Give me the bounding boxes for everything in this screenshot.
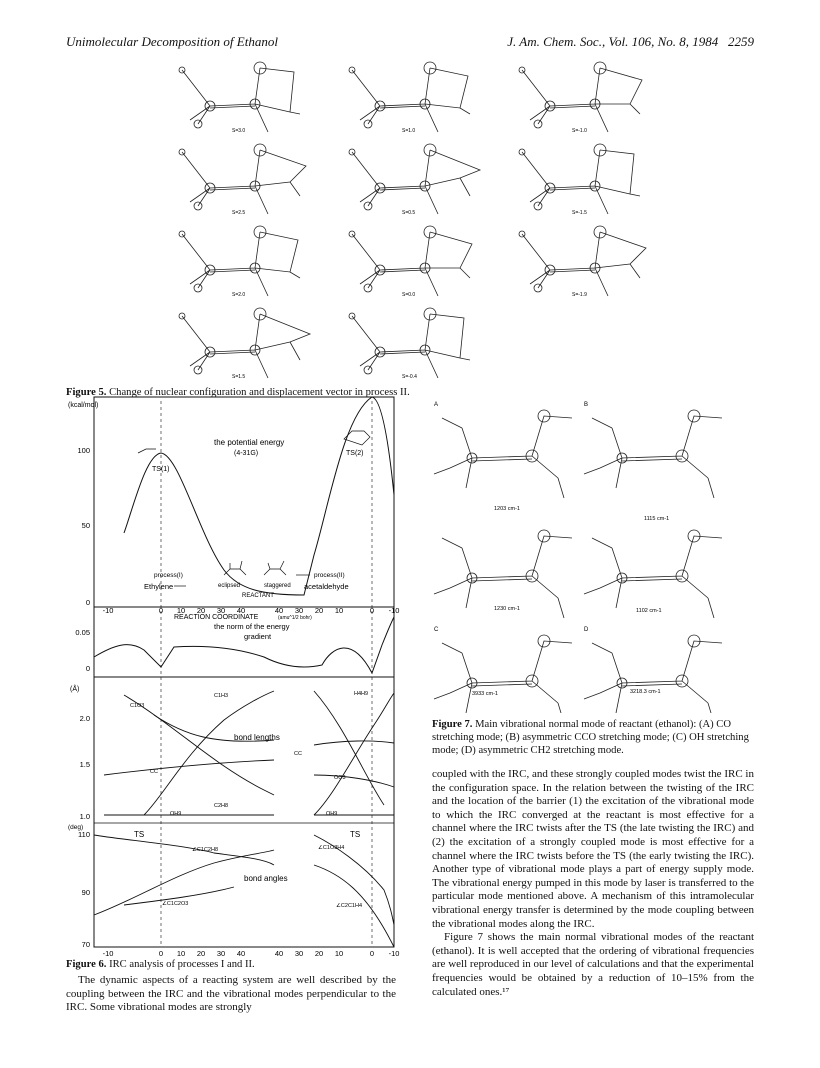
angle-ytick: 90	[81, 888, 90, 897]
acetaldehyde-label: acetaldehyde	[304, 582, 349, 591]
x-tick-label: 20	[196, 949, 206, 957]
bond-label: C1O3	[130, 703, 145, 709]
molecule-configuration	[519, 62, 642, 134]
energy-axis-unit: (kcal/mol)	[68, 402, 99, 409]
gradient-ytick: 0	[85, 664, 90, 673]
panel-letter: B	[584, 402, 589, 408]
molecule-configuration	[349, 62, 470, 134]
process1-label: process(I)	[154, 572, 183, 579]
gradient-ytick: 0.05	[75, 628, 90, 637]
configuration-label: S=-1.0	[572, 128, 587, 134]
frequency-label: 1115 cm-1	[644, 516, 670, 522]
molecule-configuration	[349, 308, 470, 380]
angle-ytick: 110	[78, 830, 90, 839]
figure-7-normal-modes	[432, 398, 722, 713]
molecule-configuration	[179, 226, 300, 298]
reaction-coordinate-unit: (amu^1/2 bohr)	[278, 615, 312, 621]
molecule-configuration	[179, 308, 310, 380]
normal-mode-panel	[584, 627, 722, 713]
eclipsed-label: eclipsed	[218, 583, 241, 589]
panel-letter: D	[584, 627, 589, 633]
bond-label: H4H9	[354, 691, 369, 697]
bond-angle-curves	[94, 835, 394, 947]
figure-6-irc-analysis	[64, 395, 402, 957]
energy-ytick: 0	[85, 598, 90, 607]
gradient-subtitle: gradient	[244, 632, 272, 641]
panel-letter: C	[434, 627, 439, 633]
bond-length-curves	[104, 691, 394, 815]
angle-ytick: 70	[81, 940, 90, 949]
molecule-configuration	[519, 144, 640, 216]
figure-6-caption-label: Figure 6.	[66, 959, 107, 970]
potential-energy-basis: (4-31G)	[234, 450, 259, 457]
figure-7-caption-text: Main vibrational normal mode of reactant (ethanol): (A) CO stretching mode; (B) asymmetric CCO stretching mode; (C) OH stretching mode; (D) asymmetric CH2 stretching mode.	[432, 719, 749, 756]
x-tick-label: 40	[274, 949, 284, 957]
bond-label: OH9	[170, 811, 182, 817]
x-tick-label: 0	[369, 949, 375, 957]
configuration-label: S=1.5	[232, 374, 246, 380]
figure-6-caption	[66, 958, 396, 971]
frequency-label: 3933 cm-1	[472, 691, 498, 697]
configuration-label: S=2.0	[232, 292, 246, 298]
body-text-left-column	[66, 974, 396, 1015]
staggered-label: staggered	[264, 583, 291, 589]
paragraph: The dynamic aspects of a reacting system are well described by the coupling between the IRC and the vibrational modes perpendicular to the IRC. Some vibrational modes are strongly	[66, 974, 396, 1014]
angle-label: ∠C1O3H4	[318, 845, 345, 851]
bond-ytick: 1.5	[79, 760, 90, 769]
figure-5-caption-label: Figure 5.	[66, 387, 107, 398]
x-tick-label: 30	[294, 606, 304, 615]
x-tick-label: 10	[334, 606, 344, 615]
frequency-label: 1230 cm-1	[494, 606, 520, 612]
configuration-label: S=0.0	[402, 292, 416, 298]
figure-7-caption	[432, 718, 754, 757]
journal-volume: Vol. 106, No. 8, 1984	[608, 34, 719, 49]
bond-label: C2H8	[214, 803, 229, 809]
x-tick-label: 10	[176, 606, 186, 615]
figure-7-caption-label: Figure 7.	[432, 719, 473, 730]
configuration-label: S=0.5	[402, 210, 416, 216]
ts2-label: TS(2)	[346, 450, 364, 457]
bond-label: CC	[150, 769, 158, 775]
x-tick-labels-bottom	[103, 949, 400, 957]
page-number: 2259	[728, 34, 754, 49]
frequency-label: 1102 cm-1	[636, 608, 662, 614]
frequency-label: 1203 cm-1	[494, 506, 520, 512]
normal-mode-panel	[434, 627, 572, 713]
angle-label: ∠C1C2H8	[192, 847, 219, 853]
molecule-configuration	[179, 62, 300, 134]
x-tick-label: 30	[294, 949, 304, 957]
bond-axis-unit: (Å)	[70, 686, 80, 693]
x-tick-label: 20	[314, 606, 324, 615]
figure-7-panels	[434, 402, 722, 713]
figure-5-molecule-grid	[140, 48, 660, 386]
bond-label: OH9	[326, 811, 338, 817]
x-tick-label: -10	[102, 606, 114, 615]
x-tick-label: 0	[158, 606, 164, 615]
molecule-configuration	[349, 144, 480, 216]
bond-lengths-title: bond lengths	[234, 733, 280, 742]
x-tick-label: 0	[158, 949, 164, 957]
bond-angles-title: bond angles	[244, 874, 288, 883]
energy-ytick: 100	[77, 446, 90, 455]
x-tick-label: 40	[236, 949, 246, 957]
angle-label: ∠C1C2O3	[162, 901, 189, 907]
bond-label: OO3	[334, 775, 346, 781]
normal-mode-panel	[584, 530, 722, 618]
paragraph: coupled with the IRC, and these strongly coupled modes twist the IRC in the configuration space. In the relation between the twisting of the IRC and the location of the barrier (1) the excitation of the vibrational mode to which the IRC converged at the reactant is most effective for a channel where the IRC twists after the TS (the late twisting the IRC) and (2) the excitation of a strongly coupled mode is most effective for a channel where the IRC twists before the TS (the early twisting the IRC). Another type of vibrational mode plays a part of energy supply mode. The vibrational energy pumped in this mode by laser is transferred to the particular mode mentioned above. A mechanism of this intramolecular vibrational energy transfer is determined by the mode coupling between the vibrational modes along the IRC.	[432, 768, 754, 930]
ts-left-label: TS	[134, 830, 145, 839]
x-tick-label: 30	[216, 606, 226, 615]
bond-label: CC	[294, 751, 302, 757]
energy-ytick: 50	[81, 521, 90, 530]
running-header-title: Unimolecular Decomposition of Ethanol	[66, 34, 278, 49]
x-tick-label: -10	[388, 949, 400, 957]
configuration-label: S=-0.4	[402, 374, 417, 380]
x-tick-label: 20	[196, 606, 206, 615]
paragraph: Figure 7 shows the main normal vibrational modes of the reactant (ethanol). It is well accepted that the ordering of vibrational frequencies are well reproduced in our level of calculations and that the experimental frequencies would be obtained by a reduction of 10–15% from the calculated ones.¹⁷	[432, 931, 754, 998]
bond-label: C1H3	[214, 693, 229, 699]
molecule-configuration	[349, 226, 472, 298]
molecule-configuration	[179, 144, 306, 216]
process2-label: process(II)	[314, 572, 345, 579]
figure-6-caption-text: IRC analysis of processes I and II.	[109, 959, 255, 970]
bond-length-labels	[130, 691, 368, 817]
x-tick-label: 40	[274, 606, 284, 615]
x-tick-label: 30	[216, 949, 226, 957]
panel-letter: A	[434, 402, 439, 408]
x-tick-label: 20	[314, 949, 324, 957]
ts-right-label: TS	[350, 830, 361, 839]
figure-5-panels	[179, 62, 646, 380]
figure-6-frame	[94, 397, 394, 947]
x-tick-label: 40	[236, 606, 246, 615]
normal-mode-panel	[434, 402, 572, 512]
angle-label: ∠C2C1H4	[336, 903, 363, 909]
bond-ytick: 2.0	[79, 714, 90, 723]
potential-energy-title: the potential energy	[214, 438, 285, 447]
reactant-label: REACTANT	[242, 593, 274, 599]
configuration-label: S=1.0	[402, 128, 416, 134]
body-text-right-column	[432, 768, 754, 999]
configuration-label: S=2.5	[232, 210, 246, 216]
molecule-configuration	[519, 226, 646, 298]
journal-name: J. Am. Chem. Soc.,	[507, 34, 606, 49]
angle-axis-unit: (deg)	[68, 824, 84, 831]
bond-ytick: 1.0	[79, 812, 90, 821]
x-tick-label: 10	[334, 949, 344, 957]
normal-mode-panel	[434, 530, 572, 618]
x-tick-label: 0	[369, 606, 375, 615]
normal-mode-panel	[584, 402, 722, 522]
x-tick-label: 10	[176, 949, 186, 957]
ethylene-label: Ethylene	[144, 582, 174, 591]
x-tick-label: -10	[388, 606, 400, 615]
frequency-label: 3218.3 cm-1	[630, 689, 661, 695]
configuration-label: S=3.0	[232, 128, 246, 134]
x-tick-label: -10	[102, 949, 114, 957]
configuration-label: S=-1.5	[572, 210, 587, 216]
reaction-coordinate-label: REACTION COORDINATE	[174, 614, 259, 621]
gradient-title: the norm of the energy	[214, 622, 290, 631]
ts1-label: TS(1)	[152, 466, 170, 473]
figure-5-caption-text: Change of nuclear configuration and displacement vector in process II.	[109, 387, 410, 398]
configuration-label: S=-1.9	[572, 292, 587, 298]
potential-energy-curve	[124, 397, 394, 595]
